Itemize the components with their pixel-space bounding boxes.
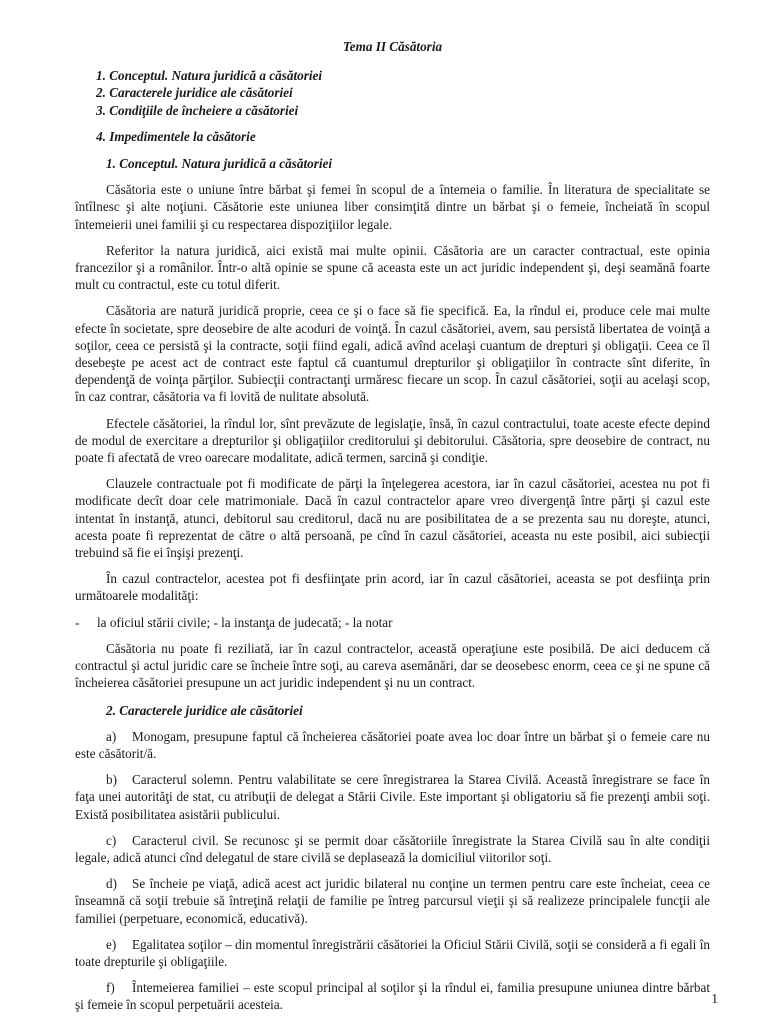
list-text: Întemeierea familiei – este scopul principal al soţilor şi la rîndul ei, familia presupune uniunea dintre bărbat şi femeie în scopul perpetuării acesteia.: [75, 980, 710, 1013]
dash-bullet: -: [75, 614, 80, 630]
paragraph: Clauzele contractuale pot fi modificate de părţi la înţelegerea acestora, iar în cazul căsătoriei, acestea nu pot fi modificate decît doar cele matrimoniale. Dacă în cazul contractelor apare vreo divergenţă între părţi şi cazul este intentat în instanţă, atunci, debitorul sau creditorul, dacă nu are posibilitatea de a se prezenta sau nu doreşte, atunci, acesta poate fi reprezentat de către o altă persoană, pe cînd în cazul căsătoriei, aceasta nu este posibil, aici subiecţii trebuind să fie ei înşişi prezenţi.: [75, 476, 710, 561]
toc-item: 1. Conceptul. Natura juridică a căsătoriei: [96, 68, 323, 84]
list-item: [75, 979, 710, 1013]
paragraph: Căsătoria are natură juridică proprie, ceea ce şi o face să fie specifică. Ea, la rîndul ei, produce cele mai multe efecte în societate, spre deosebire de alte acoduri de voinţă. În cazul căsătoriei, avem, sau persistă libertatea de voinţă a soţilor, ceea ce persistă şi la contracte, soţii fiind egali, adică avînd acelaşi cuantum de drepturi şi obligaţii. Ceea ce îl desebeşte pe acest act de contract este faptul că cuantumul drepturilor şi obligaţiilor în contracte sînt diferite, în dependenţă de voinţa părţilor. Subiecţii contractanţi urmăresc fiecare un scop. În cazul căsătoriei, soţii au acelaşi scop, în caz contrar, căsătoria va fi lovită de nulitate absolută.: [75, 303, 710, 405]
list-label: f): [106, 980, 115, 996]
list-item: [75, 832, 710, 866]
list-item: [75, 875, 710, 927]
toc-item: 2. Caracterele juridice ale căsătoriei: [96, 85, 293, 101]
list-label: c): [106, 832, 117, 848]
list-item: [75, 936, 710, 970]
paragraph: Căsătoria este o uniune între bărbat şi femei în scopul de a întemeia o familie. În literatura de specialitate se întîlnesc şi alte noţiuni. Căsătorie este uniunea liber consimţită dintre un bărbat şi o femeie, încheiată în scopul întemeierii unei familii şi cu respectarea dispoziţiilor legale.: [75, 182, 710, 232]
list-item: [75, 771, 710, 823]
document-title: Tema II Căsătoria: [342, 39, 443, 54]
list-label: a): [106, 728, 117, 744]
list-text: Caracterul civil. Se recunosc şi se permit doar căsătoriile înregistrate la Starea Civilă sau în alte condiţii legale, adică atunci cînd delegatul de stare civilă se deplasează la domiciliul viitorilor soţi.: [75, 832, 710, 865]
toc-item: 3. Condiţiile de încheiere a căsătoriei: [96, 102, 299, 118]
paragraph: Referitor la natura juridică, aici există mai multe opinii. Căsătoria are un caracter contractual, este opinia francezilor şi a românilor. Într-o altă opinie se spune că aceasta este un act juridic independent şi, deşi seamănă foarte mult cu contractul, este cu totul diferit.: [75, 242, 710, 293]
list-item: [75, 728, 710, 762]
list-text: Se încheie pe viaţă, adică acest act juridic bilateral nu conţine un termen pentru care este încheiat, ceea ce înseamnă că soţii trebuie să întreţină relaţii de familie pe întreg parcursul vieţii şi să realizeze principalele funcţii ale familiei (perpetuare, economică, educativă).: [75, 876, 710, 926]
dash-list-item: [75, 614, 710, 631]
paragraph: În cazul contractelor, acestea pot fi desfiinţate prin acord, iar în cazul căsătoriei, aceasta se pot desfiinţa prin următoarele modalităţi:: [75, 571, 710, 604]
section-heading: 2. Caracterele juridice ale căsătoriei: [106, 702, 303, 718]
list-text: Egalitatea soţilor – din momentul înregistrării căsătoriei la Oficiul Stării Civilă, soţii se consideră a fi egali în toate drepturile şi obligaţiile.: [75, 936, 710, 969]
paragraph: Efectele căsătoriei, la rîndul lor, sînt prevăzute de legislaţie, însă, în cazul contractului, toate aceste efecte depind de modul de exercitare a drepturilor şi obligaţiilor creditorului şi debitorului. Căsătoria, spre deosebire de contract, nu poate fi afectată de vreo oarecare modalitate, adică termen, sarcină şi condiţie.: [75, 415, 710, 466]
page-number: 1: [711, 991, 718, 1006]
list-text: Monogam, presupune faptul că încheierea căsătoriei poate avea loc doar între un bărbat şi o femeie care nu este căsătorit/ă.: [75, 728, 710, 761]
list-text: Caracterul solemn. Pentru valabilitate se cere înregistrarea la Starea Civilă. Această înregistrare se face în faţa unei autorităţi de stat, cu atribuţii de delegat a Stării Civile. Este important şi obligatoriu să fie prezenţi ambii soţi. Există posibilitatea asistării publicului.: [75, 772, 710, 822]
section-heading: 1. Conceptul. Natura juridică a căsătoriei: [106, 156, 333, 172]
paragraph: Căsătoria nu poate fi reziliată, iar în cazul contractelor, această operaţiune este posibilă. De aici deducem că contractul şi actul juridic care se încheie între soţi, au careva asemănări, dar se deosebesc enorm, ceea ce şi ne spune că încheierea căsătoriei presupune un act juridic independent şi nu un contract.: [75, 640, 710, 691]
table-of-contents: [75, 67, 710, 145]
list-label: e): [106, 936, 117, 952]
dash-list-text: la oficiul stării civile; - la instanţa de judecată; - la notar: [97, 614, 393, 630]
list-label: b): [106, 772, 117, 788]
toc-item: 4. Impedimentele la căsătorie: [96, 128, 256, 144]
list-label: d): [106, 876, 117, 892]
